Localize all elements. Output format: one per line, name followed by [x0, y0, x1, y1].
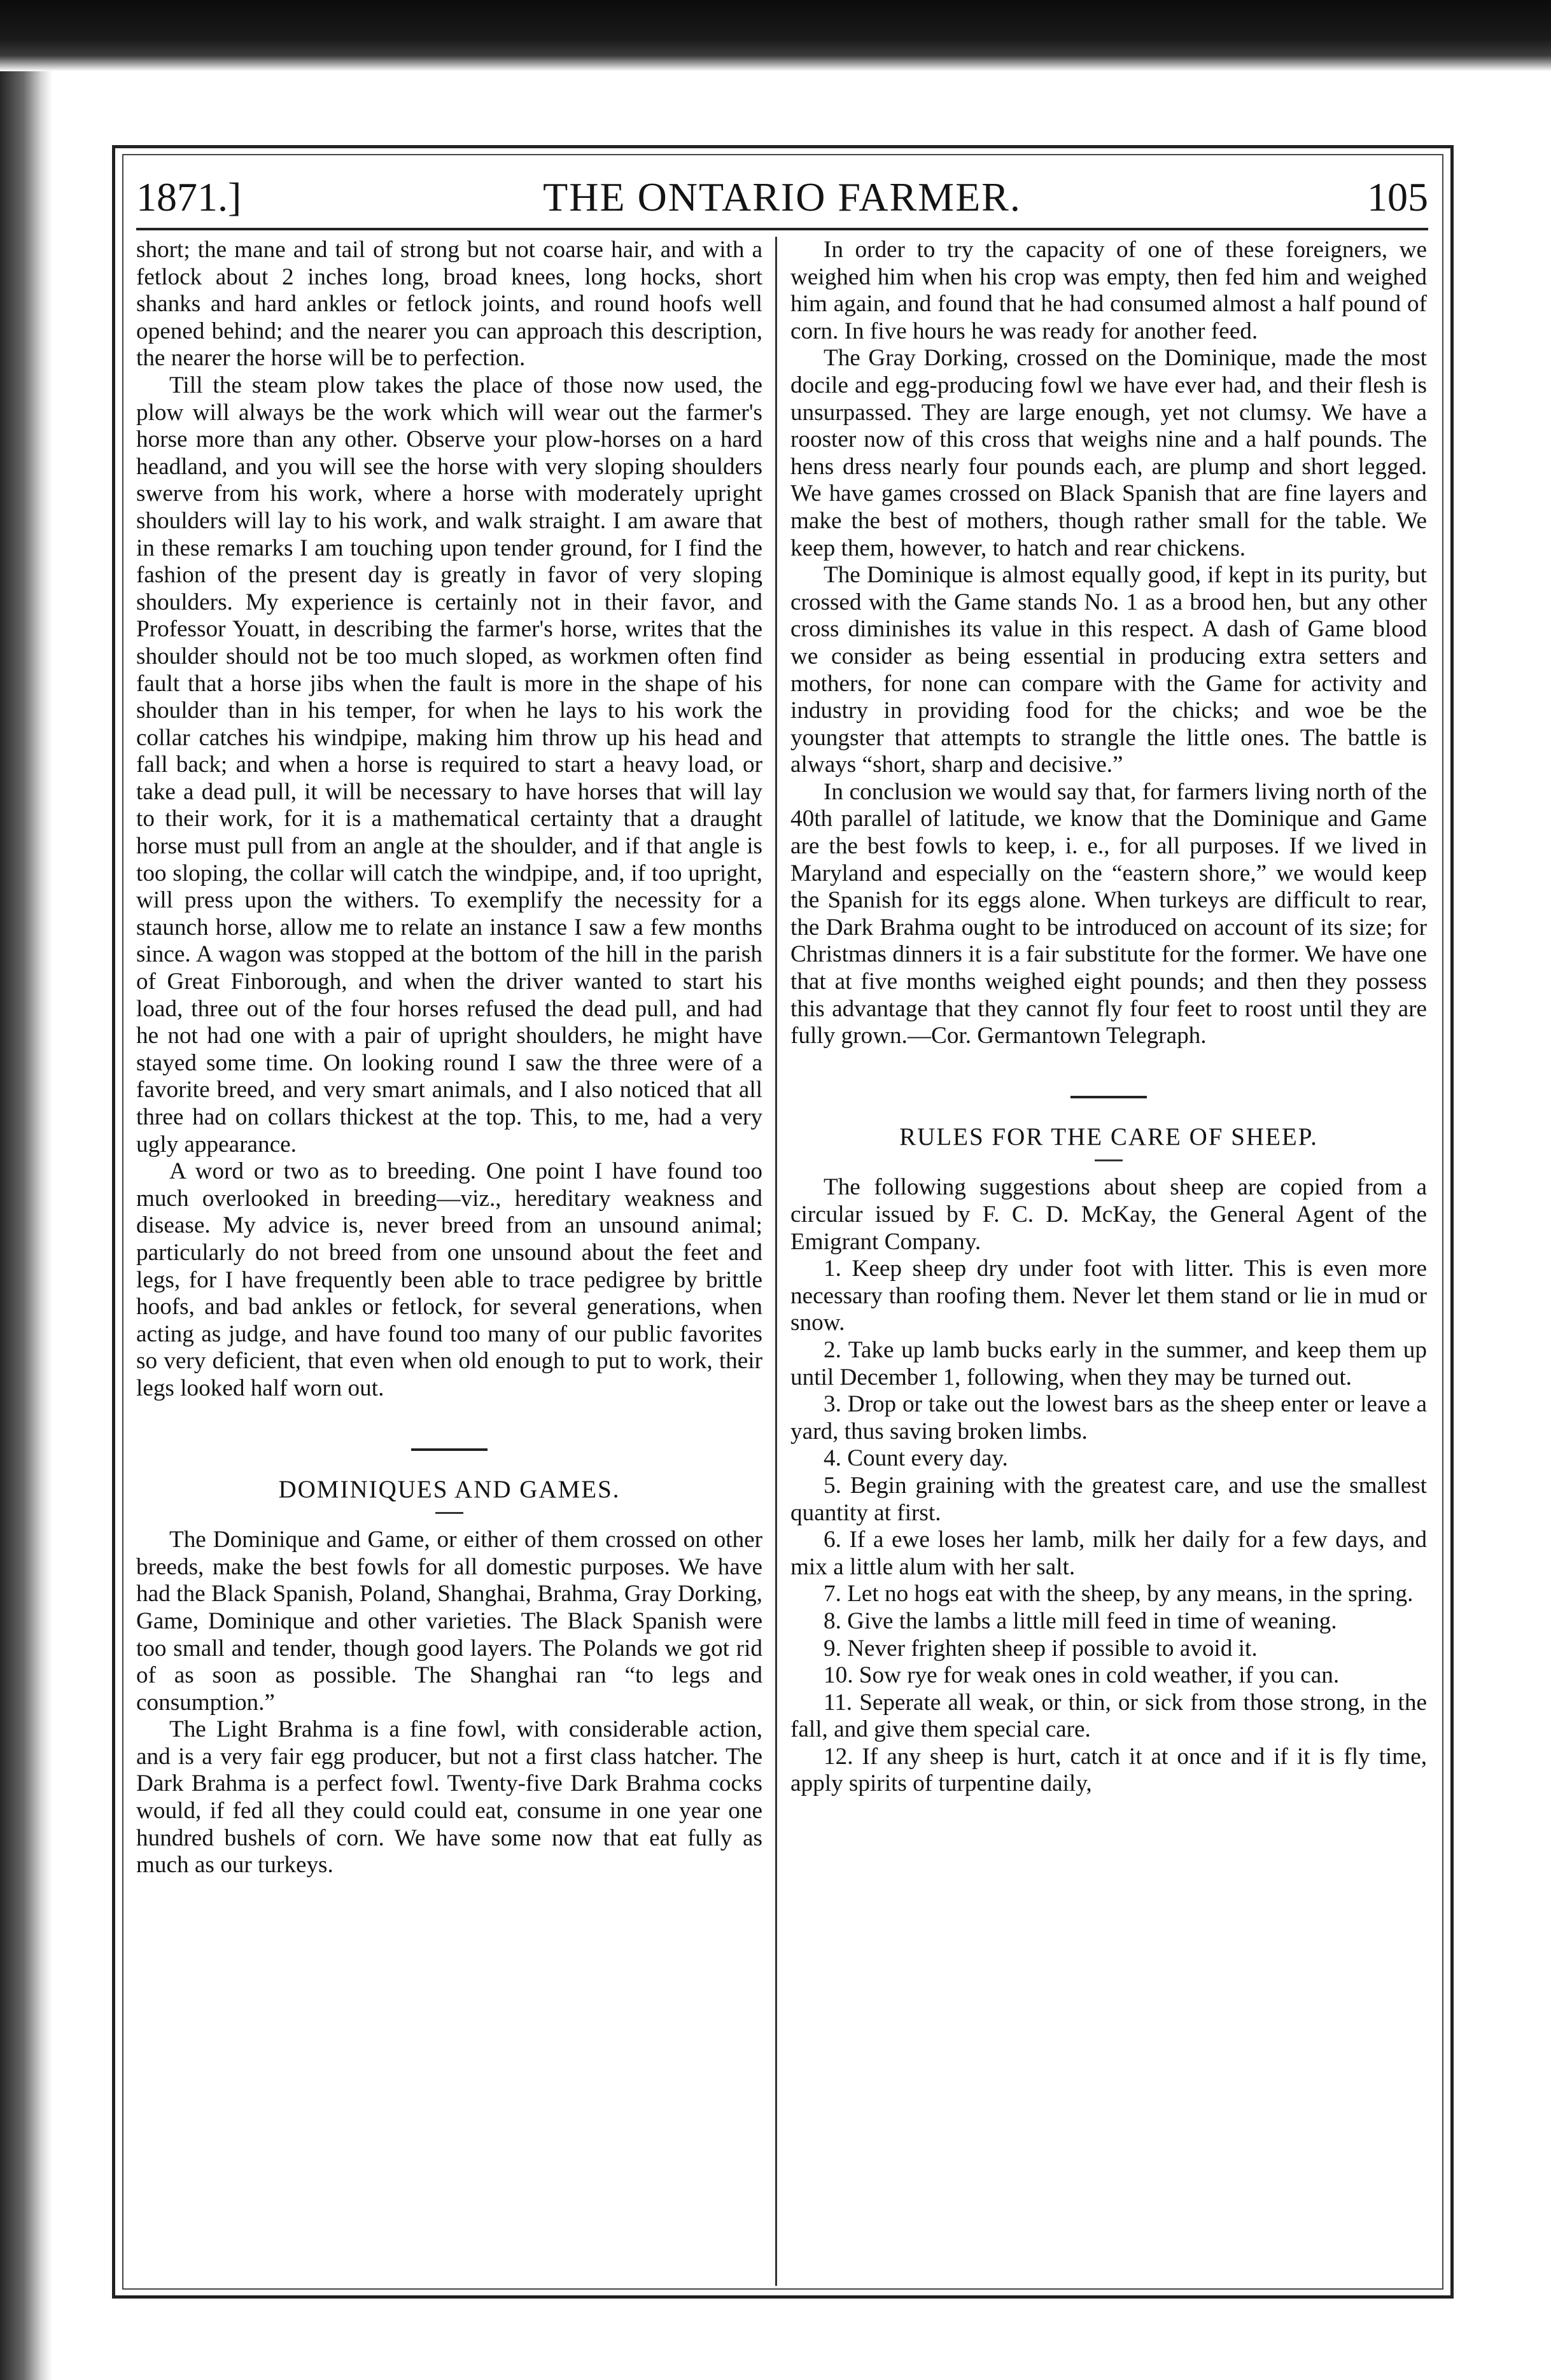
- list-item: 3. Drop or take out the lowest bars as the sheep enter or leave a yard, thus saving broken limbs.: [790, 1391, 1427, 1445]
- list-item: 10. Sow rye for weak ones in cold weather, if you can.: [824, 1662, 1340, 1689]
- list-item: 7. Let no hogs eat with the sheep, by any means, in the spring.: [824, 1581, 1414, 1607]
- paragraph: The Gray Dorking, crossed on the Dominique, made the most docile and egg-producing fowl we have ever had, and their flesh is unsurpassed. They are large enough, yet not clumsy. We have a rooster now of this cross that weighs nine and a half pounds. The hens dress nearly four pounds each, are plump and short legged. We have games crossed on Black Spanish that are fine layers and make the best of mothers, though rather small for the table. We keep them, however, to hatch and rear chickens.: [790, 345, 1427, 561]
- scan-left-edge: [0, 71, 52, 2380]
- list-item: 11. Seperate all weak, or thin, or sick from those strong, in the fall, and give them special care.: [790, 1689, 1427, 1743]
- section-separator: [411, 1448, 488, 1451]
- list-item: 4. Count every day.: [824, 1445, 1008, 1472]
- paragraph: The Light Brahma is a fine fowl, with considerable action, and is a very fair egg producer, but not a first class hatcher. The Dark Brahma is a perfect fowl. Twenty-five Dark Brahma cocks would, if fed all they could could eat, consume in one year one hundred bushels of corn. We have some now that eat fully as much as our turkeys.: [136, 1716, 762, 1879]
- page-number: 105: [1367, 174, 1428, 220]
- paragraph: short; the mane and tail of strong but not coarse hair, and with a fetlock about 2 inches long, broad knees, long hocks, short shanks and hard ankles or fetlock joints, and round hoofs well opened behind; and the nearer you can approach this description, the nearer the horse will be to perfection.: [136, 237, 762, 372]
- paragraph: In conclusion we would say that, for farmers living north of the 40th parallel of latitude, we know that the Dominique and Game are the best fowls to keep, i. e., for all purposes. If we lived in Maryland and especially on the “eastern shore,” we would keep the Spanish for its eggs alone. When turkeys are difficult to rear, the Dark Brahma ought to be introduced on account of its size; for Christmas dinners it is a fair substitute for the former. We have one that at five months weighed eight pounds; and then they possess this advantage that they cannot fly four feet to roost until they are fully grown.—Cor. Germantown Telegraph.: [790, 778, 1427, 1049]
- header-rule: [136, 228, 1428, 230]
- header-date: 1871.]: [136, 174, 242, 220]
- list-item: 9. Never frighten sheep if possible to avoid it.: [824, 1635, 1258, 1662]
- paragraph: The following suggestions about sheep are copied from a circular issued by F. C. D. McKay, the General Agent of the Emigrant Company.: [790, 1174, 1427, 1255]
- column-rule: [775, 237, 777, 2286]
- list-item: 8. Give the lambs a little mill feed in time of weaning.: [824, 1607, 1337, 1634]
- list-item: 6. If a ewe loses her lamb, milk her daily for a few days, and mix a little alum with her salt.: [790, 1527, 1427, 1580]
- header-title: THE ONTARIO FARMER.: [543, 174, 1021, 220]
- list-item: 5. Begin graining with the greatest care, and use the smallest quantity at first.: [790, 1472, 1427, 1526]
- paragraph: The Dominique is almost equally good, if kept in its purity, but crossed with the Game stands No. 1 as a brood hen, but any other cross diminishes its value in this respect. A dash of Game blood we consider as being essential in producing extra setters and mothers, for none can compare with the Game for activity and industry in providing food for the chicks; and woe be the youngster that attempts to strangle the little ones. The battle is always “short, sharp and decisive.”: [790, 562, 1427, 778]
- paragraph: Till the steam plow takes the place of those now used, the plow will always be the work which will wear out the farmer's horse more than any other. Observe your plow-horses on a hard headland, and you will see the horse with very sloping shoulders swerve from his work, where a horse with moderately upright shoulders will lay to his work, and walk straight. I am aware that in these remarks I am touching upon tender ground, for I find the fashion of the present day is greatly in favor of very sloping shoulders. My experience is certainly not in their favor, and Professor Youatt, in describing the farmer's horse, writes that the shoulder should not be too much sloped, as workmen often find fault that a horse jibs when the fault is more in the shape of his shoulder than in his temper, for when he lays to his work the collar catches his windpipe, making him throw up his head and fall back; and when a horse is required to start a heavy load, or take a dead pull, it will be necessary to have horses that will lay to their work, for it is a mathematical certainty that a draught horse must pull from an angle at the shoulder, and if that angle is too sloping, the collar will catch the windpipe, and, if too upright, will press upon the withers. To exemplify the necessity for a staunch horse, allow me to relate an instance I saw a few months since. A wagon was stopped at the bottom of the hill in the parish of Great Finborough, and when the driver wanted to start his load, three out of the four horses refused the dead pull, and had he not had one with a pair of upright shoulders, he might have stayed some time. On looking round I saw the three were of a favorite breed, and very smart animals, and I also noticed that all three had on collars thickest at the top. This, to me, had a very ugly appearance.: [136, 372, 762, 1158]
- left-column: [136, 237, 762, 2289]
- section-title-rule: [1095, 1159, 1123, 1161]
- section-separator: [1070, 1096, 1147, 1098]
- section-title-rule: [435, 1512, 463, 1514]
- section-title: DOMINIQUES AND GAMES.: [278, 1475, 621, 1503]
- list-item: 1. Keep sheep dry under foot with litter. This is even more necessary than roofing them. Never let them stand or lie in mud or snow.: [790, 1256, 1427, 1336]
- paragraph: In order to try the capacity of one of these foreigners, we weighed him when his crop was empty, then fed him and weighed him again, and found that he had consumed almost a half pound of corn. In five hours he was ready for another feed.: [790, 237, 1427, 344]
- scan-top-edge: [0, 0, 1551, 71]
- list-item: 12. If any sheep is hurt, catch it at once and if it is fly time, apply spirits of turpentine daily,: [790, 1743, 1427, 1797]
- right-column: [790, 237, 1427, 2289]
- rules-list: [790, 1256, 1427, 1798]
- running-header: [136, 167, 1428, 228]
- section-title: RULES FOR THE CARE OF SHEEP.: [899, 1123, 1318, 1151]
- paragraph: A word or two as to breeding. One point I have found too much overlooked in breeding—viz., hereditary weakness and disease. My advice is, never breed from an unsound animal; particularly do not breed from one unsound about the feet and legs, for I have frequently been able to trace pedigree by brittle hoofs, and bad ankles or fetlock, for several generations, when acting as judge, and have found too many of our public favorites so very deficient, that even when old enough to put to work, their legs looked half worn out.: [136, 1158, 762, 1401]
- paragraph: The Dominique and Game, or either of them crossed on other breeds, make the best fowls for all domestic purposes. We have had the Black Spanish, Poland, Shanghai, Brahma, Gray Dorking, Game, Dominique and other varieties. The Black Spanish were too small and tender, though good layers. The Polands we got rid of as soon as possible. The Shanghai ran “to legs and consumption.”: [136, 1527, 762, 1716]
- list-item: 2. Take up lamb bucks early in the summer, and keep them up until December 1, following, when they may be turned out.: [790, 1336, 1427, 1390]
